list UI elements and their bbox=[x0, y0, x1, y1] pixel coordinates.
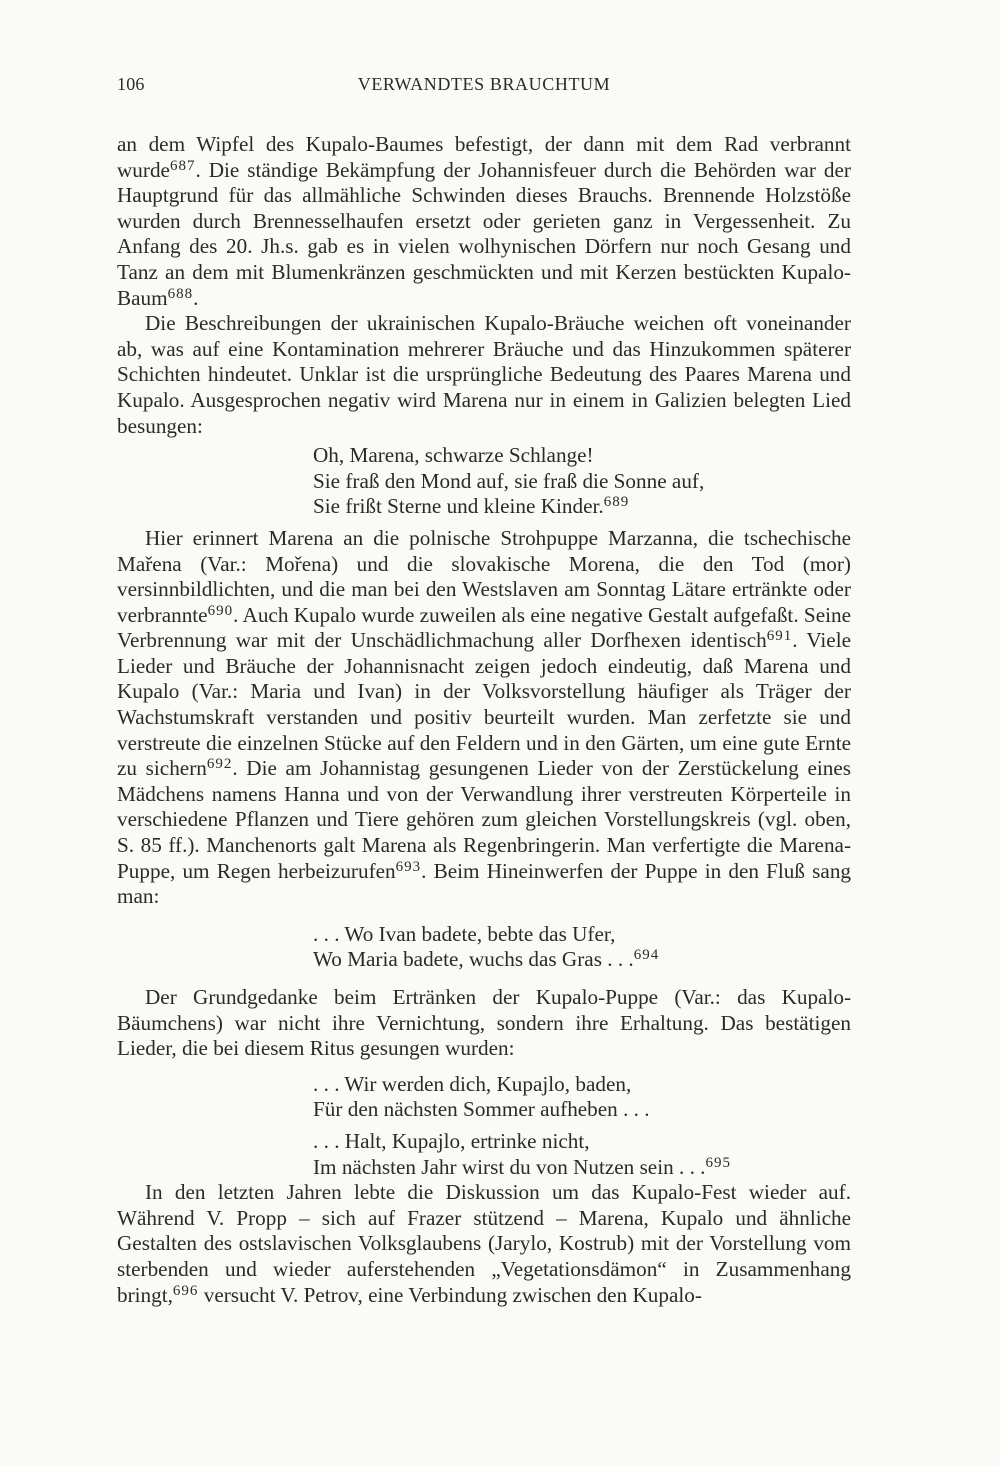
paragraph-text: . bbox=[193, 285, 199, 310]
verse-quote-3 bbox=[117, 1072, 851, 1123]
paragraph-text: Die Beschreibungen der ukrainischen Kupalo-Bräuche weichen oft voneinander ab, was auf eine Kontamination mehrerer Bräuche und das Hinzukommen späterer Schichten hindeutet. Unklar ist die ursprüngliche Bedeutung des Paares Marena und Kupalo. Ausgesprochen negativ wird Marena nur in einem in Galizien belegten Lied besungen: bbox=[117, 311, 851, 438]
paragraph-text: an dem Wipfel des Kupalo-Baumes befestigt, der dann mit dem Rad verbrannt wurde bbox=[117, 132, 851, 182]
paragraph-4 bbox=[117, 985, 851, 1062]
verse-line-text: Im nächsten Jahr wirst du von Nutzen sein . . . bbox=[313, 1154, 706, 1179]
paragraph-text: . Die ständige Bekämpfung der Johannisfeuer durch die Behörden war der Hauptgrund für das allmähliche Schwinden dieses Brauchs. Brennende Holzstöße wurden durch Brennesselhaufen ersetzt oder gerieten ganz in Vergessenheit. Zu Anfang des 20. Jh.s. gab es in vielen wolhynischen Dörfern nur noch Gesang und Tanz an dem mit Blumenkränzen geschmückten und mit Kerzen bestückten Kupalo-Baum bbox=[117, 157, 851, 310]
paragraph-1 bbox=[117, 132, 851, 311]
paragraph-5 bbox=[117, 1180, 851, 1308]
footnote-marker: 689 bbox=[603, 494, 630, 511]
paragraph-text: In den letzten Jahren lebte die Diskussion um das Kupalo-Fest wieder auf. Während V. Propp – sich auf Frazer stützend – Marena, Kupalo und ähnliche Gestalten des ostslavischen Volksglaubens (Jarylo, Kostrub) mit der Vorstellung vom sterbenden und wieder auferstehenden „Vegetationsdämon“ in Zusammenhang bringt, bbox=[117, 1180, 851, 1307]
verse-line bbox=[313, 1155, 851, 1181]
paragraph-text: . Viele Lieder und Bräuche der Johannisnacht zeigen jedoch eindeutig, daß Marena und Kupalo (Var.: Maria und Ivan) in der Volksvorstellung häufiger als Träger der Wachstumskraft verstanden und positiv beurteilt wurden. Man zerfetzte sie und verstreute die einzelnen Stücke auf den Feldern und in den Gärten, um eine gute Ernte zu sichern bbox=[117, 628, 851, 781]
verse-quote-1 bbox=[117, 443, 851, 520]
verse-line: . . . Wo Ivan badete, bebte das Ufer, bbox=[313, 921, 616, 946]
footnote-marker: 692 bbox=[206, 756, 233, 773]
footnote-marker: 695 bbox=[705, 1154, 731, 1171]
verse-line bbox=[313, 494, 851, 520]
running-head bbox=[117, 68, 851, 102]
paragraph-text: . Die am Johannistag gesungenen Lieder von der Zerstückelung eines Mädchens namens Hanna und von der Verwandlung ihrer verstreuten Körperteile in verschiedene Pflanzen und Tiere gehören zum gleichen Vorstellungskreis (vgl. oben, S. 85 ff.). Manchenorts galt Marena als Regenbringerin. Man verfertigte die Marena-Puppe, um Regen herbeizurufen bbox=[117, 756, 851, 883]
running-head-title: VERWANDTES BRAUCHTUM bbox=[357, 74, 611, 94]
footnote-marker: 696 bbox=[172, 1282, 199, 1299]
verse-line: Für den nächsten Sommer aufheben . . . bbox=[313, 1097, 650, 1122]
verse-line: . . . Halt, Kupajlo, ertrinke nicht, bbox=[313, 1128, 590, 1153]
verse-line-text: Sie frißt Sterne und kleine Kinder. bbox=[313, 494, 604, 519]
paragraph-text: versucht V. Petrov, eine Verbindung zwischen den Kupalo- bbox=[198, 1282, 702, 1307]
footnote-marker: 688 bbox=[167, 285, 194, 302]
paragraph-text: Der Grundgedanke beim Ertränken der Kupalo-Puppe (Var.: das Kupalo-Bäumchens) war nicht ihre Vernichtung, sondern ihre Erhaltung. Das bestätigen Lieder, die bei diesem Ritus gesungen wurden: bbox=[117, 985, 851, 1061]
footnote-marker: 690 bbox=[207, 602, 234, 619]
verse-quote-4 bbox=[117, 1129, 851, 1180]
page-number: 106 bbox=[117, 74, 145, 94]
footnote-marker: 693 bbox=[395, 858, 422, 875]
footnote-marker: 691 bbox=[766, 628, 793, 645]
verse-line-text: Wo Maria badete, wuchs das Gras . . . bbox=[313, 947, 634, 972]
body-text bbox=[117, 132, 851, 1308]
verse-line bbox=[313, 947, 851, 973]
footnote-marker: 687 bbox=[169, 157, 196, 174]
paragraph-text: Hier erinnert Marena an die polnische Strohpuppe Marzanna, die tschechische Mařena (Var.: Mořena) und die slovakische Morena, die den Tod (mor) versinnbildlichten, und die man bei den Westslaven am Sonntag Lätare ertränkte oder verbrannte bbox=[117, 525, 851, 627]
verse-line: Oh, Marena, schwarze Schlange! bbox=[313, 443, 594, 468]
verse-quote-2 bbox=[117, 922, 851, 973]
paragraph-3 bbox=[117, 526, 851, 910]
footnote-marker: 694 bbox=[633, 947, 660, 964]
verse-line: Sie fraß den Mond auf, sie fraß die Sonne auf, bbox=[313, 468, 705, 493]
paragraph-text: . Auch Kupalo wurde zuweilen als eine negative Gestalt aufgefaßt. Seine Verbrennung war mit der Unschädlichmachung aller Dorfhexen identisch bbox=[117, 602, 851, 653]
paragraph-2 bbox=[117, 311, 851, 439]
paragraph-text: . Beim Hineinwerfen der Puppe in den Fluß sang man: bbox=[117, 858, 852, 909]
verse-line: . . . Wir werden dich, Kupajlo, baden, bbox=[313, 1071, 632, 1096]
book-page bbox=[117, 68, 851, 1308]
